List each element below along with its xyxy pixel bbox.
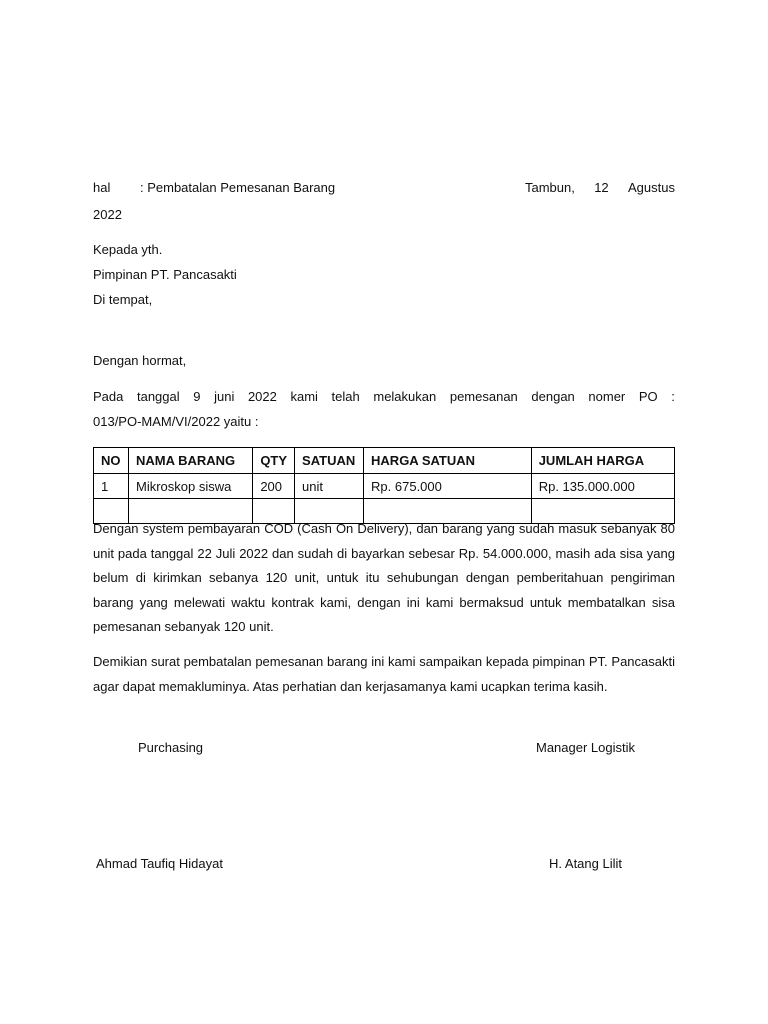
date-month: Agustus xyxy=(628,180,675,195)
signature-title-purchasing: Purchasing xyxy=(138,740,204,755)
cell-no: 1 xyxy=(94,474,129,499)
recipient-line-2: Pimpinan PT. Pancasakti xyxy=(93,267,237,282)
intro-word: PO xyxy=(638,389,658,404)
intro-word: tanggal xyxy=(136,389,180,404)
cell-satuan: unit xyxy=(295,474,364,499)
signature-name-right: H. Atang Lilit xyxy=(549,856,622,871)
header-harga-satuan: HARGA SATUAN xyxy=(364,448,532,474)
recipient-line-3: Di tempat, xyxy=(93,292,153,307)
greeting: Dengan hormat, xyxy=(93,353,187,368)
intro-line-2: 013/PO-MAM/VI/2022 yaitu : xyxy=(93,414,259,429)
order-table xyxy=(93,447,675,524)
intro-word: 2022 xyxy=(247,389,277,404)
signature-title-manager: Manager Logistik xyxy=(536,740,635,755)
place: Tambun, xyxy=(525,180,575,195)
header-jumlah-harga: JUMLAH HARGA xyxy=(531,448,674,474)
intro-word: 9 xyxy=(193,389,201,404)
date-year: 2022 xyxy=(93,207,122,222)
table-row xyxy=(94,474,675,499)
table-header-row xyxy=(94,448,675,474)
header-satuan: SATUAN xyxy=(295,448,364,474)
recipient-line-1: Kepada yth. xyxy=(93,242,163,257)
header-no: NO xyxy=(94,448,129,474)
intro-word: melakukan xyxy=(373,389,437,404)
intro-word: : xyxy=(671,389,675,404)
intro-word: kami xyxy=(290,389,318,404)
date-day: 12 xyxy=(594,180,609,195)
cell-qty: 200 xyxy=(253,474,295,499)
subject-text: : Pembatalan Pemesanan Barang xyxy=(140,180,336,195)
intro-word: pemesanan xyxy=(449,389,518,404)
cell-harga-satuan: Rp. 675.000 xyxy=(364,474,532,499)
intro-word: juni xyxy=(214,389,235,404)
intro-word: Pada xyxy=(93,389,124,404)
body-paragraph-1: Dengan system pembayaran COD (Cash On Delivery), dan barang yang sudah masuk sebanyak 80 unit pada tanggal 22 Juli 2022 dan sudah di bayarkan sebesar Rp. 54.000.000, masih ada sisa yang belum di kirimkan sebanya 120 unit, untuk itu sehubungan dengan pemberitahuan pengiriman barang yang melewati waktu kontrak kami, dengan ini kami bermaksud untuk membatalkan sisa pemesanan sebanyak 120 unit. xyxy=(93,521,675,634)
body-paragraph-2: Demikian surat pembatalan pemesanan barang ini kami sampaikan kepada pimpinan PT. Pancasakti agar dapat memakluminya. Atas perhatian dan kerjasamanya kami ucapkan terima kasih. xyxy=(93,654,675,694)
intro-word: nomer xyxy=(588,389,626,404)
intro-line-1 xyxy=(93,389,675,404)
header-nama-barang: NAMA BARANG xyxy=(128,448,252,474)
intro-word: telah xyxy=(331,389,360,404)
intro-word: dengan xyxy=(531,389,575,404)
signature-name-left: Ahmad Taufiq Hidayat xyxy=(96,856,223,871)
cell-nama-barang: Mikroskop siswa xyxy=(128,474,252,499)
header-qty: QTY xyxy=(253,448,295,474)
place-date xyxy=(525,180,675,195)
subject-label: hal xyxy=(93,180,111,195)
cell-jumlah-harga: Rp. 135.000.000 xyxy=(531,474,674,499)
